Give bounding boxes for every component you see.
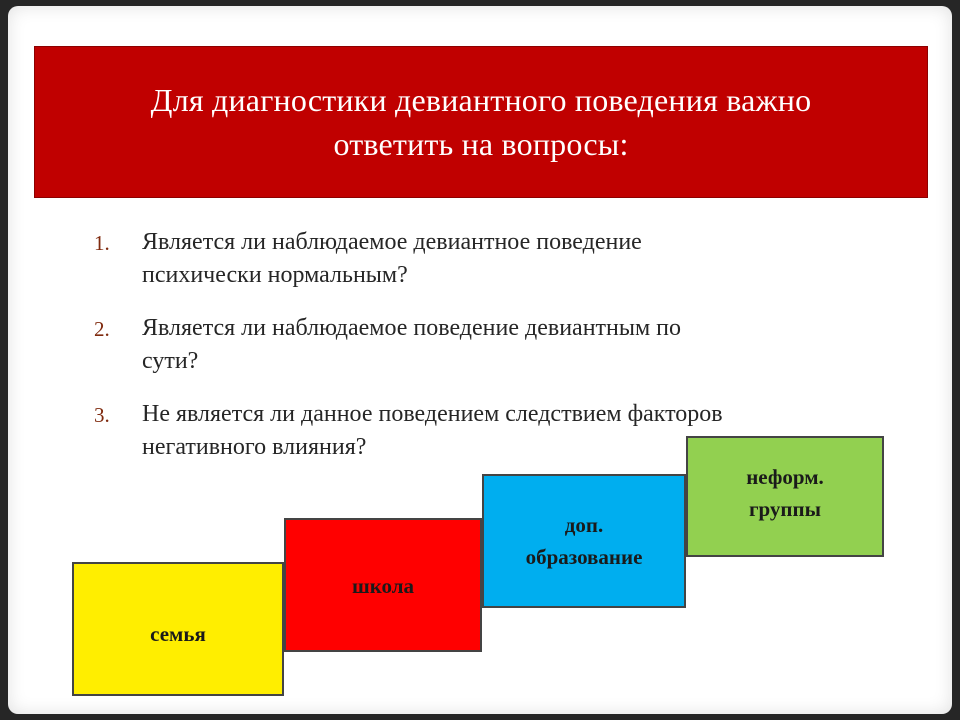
step-label: доп. образование [525,513,643,569]
question-number: 2. [94,317,110,341]
step-label: школа [351,574,415,598]
question-number: 3. [94,403,110,427]
question-number: 1. [94,231,110,255]
step-family [72,562,284,696]
slide-title: Для диагностики девиантного поведения важно ответить на вопросы: [150,82,812,162]
slide [8,6,952,714]
step-label: семья [150,622,206,646]
question-item [94,312,874,378]
question-text: Является ли наблюдаемое девиантное поведение психически нормальным? [142,229,642,288]
question-item [94,226,874,292]
step-informal-groups [686,436,884,557]
question-text: Является ли наблюдаемое поведение девиантным по сути? [142,315,682,374]
step-extra-education [482,474,686,608]
title-banner [34,46,928,198]
step-label: неформ. группы [746,464,824,521]
question-text: Не является ли данное поведением следствием факторов негативного влияния? [142,401,723,460]
question-list [94,226,874,464]
step-school [284,518,482,652]
